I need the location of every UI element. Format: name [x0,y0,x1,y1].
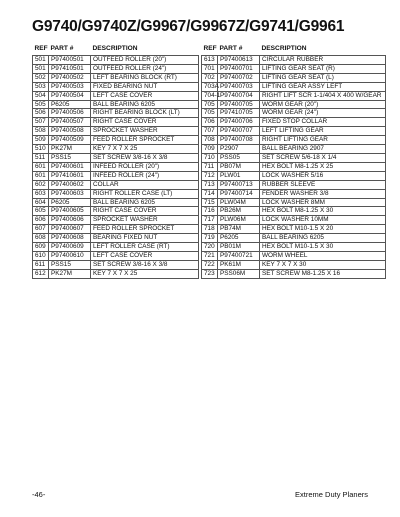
table-row [202,234,386,243]
part-number-cell: P97400509 [49,136,91,145]
ref-cell: 603 [33,189,49,198]
part-number-cell: P6205 [49,100,91,109]
description-cell: KEY 7 X 7 X 30 [260,260,386,269]
table-row [202,91,386,100]
table-row [202,118,386,127]
ref-cell: 601 [33,171,49,180]
part-number-cell: P6205 [49,198,91,207]
ref-header: REF [203,45,217,52]
part-number-cell: PK27M [49,269,91,278]
part-number-cell: PSS15 [49,260,91,269]
parts-table-right [201,44,386,279]
parts-table-left-body [33,56,199,279]
part-number-cell: PK61M [218,260,260,269]
table-header-row [202,44,386,56]
table-row [202,73,386,82]
description-cell: LIFTING GEAR ASSY LEFT [260,82,386,91]
description-cell: BALL BEARING 2907 [260,145,386,154]
part-number-cell: PLW06M [218,216,260,225]
ref-cell: 612 [33,269,49,278]
table-row [33,234,199,243]
ref-cell: 708 [202,136,218,145]
table-header-row [33,44,199,56]
description-cell: SPROCKET WASHER [91,216,199,225]
table-row [33,100,199,109]
part-number-cell: PLW01 [218,171,260,180]
table-row [202,109,386,118]
description-cell: KEY 7 X 7 X 25 [91,145,199,154]
table-row [202,56,386,65]
table-row [33,145,199,154]
description-cell: RUBBER SLEEVE [260,180,386,189]
ref-cell: 509 [33,136,49,145]
ref-cell: 717 [202,216,218,225]
description-header: DESCRIPTION [92,45,138,52]
ref-cell: 503 [33,82,49,91]
description-cell: LEFT LIFTING GEAR [260,127,386,136]
table-row [202,225,386,234]
ref-cell: 504 [33,91,49,100]
description-cell: HEX BOLT M10-1.5 X 30 [260,243,386,252]
part-number-cell: P97410501 [49,64,91,73]
part-number-cell: P97400708 [218,136,260,145]
page-number: -46- [32,490,46,499]
description-cell: CIRCULAR RUBBER [260,56,386,65]
table-row [202,269,386,278]
ref-cell: 713 [202,180,218,189]
ref-cell: 501 [33,64,49,73]
description-cell: OUTFEED ROLLER (20") [91,56,199,65]
part-number-cell: PB01M [218,243,260,252]
ref-cell: 606 [33,216,49,225]
ref-cell: 701 [202,64,218,73]
description-cell: WORM WHEEL [260,251,386,260]
part-number-cell: P97400705 [218,100,260,109]
description-cell: WORM GEAR (20") [260,100,386,109]
ref-cell: 705 [202,109,218,118]
table-row [202,260,386,269]
part-number-cell: PLW04M [218,198,260,207]
table-row [33,269,199,278]
part-number-cell: P97400707 [218,127,260,136]
part-number-cell: P97400610 [49,251,91,260]
description-cell: SET SCREW 3/8-16 X 3/8 [91,153,199,162]
description-cell: INFEED ROLLER (24") [91,171,199,180]
part-number-cell: PB07M [218,162,260,171]
part-number-cell: P97410601 [49,171,91,180]
description-cell: FIXED BEARING NUT [91,82,199,91]
ref-header: REF [34,45,48,52]
description-cell: FEED ROLLER SPROCKET [91,136,199,145]
footer-title: Extreme Duty Planers [295,490,368,499]
part-number-cell: P97400507 [49,118,91,127]
table-row [202,180,386,189]
ref-cell: 705 [202,100,218,109]
part-number-cell: P97400607 [49,225,91,234]
description-cell: SET SCREW M8-1.25 X 16 [260,269,386,278]
table-row [33,171,199,180]
description-cell: OUTFEED ROLLER (24") [91,64,199,73]
ref-cell: 718 [202,225,218,234]
description-cell: INFEED ROLLER (20") [91,162,199,171]
part-number-cell: P97410705 [218,109,260,118]
description-cell: LOCK WASHER 10MM [260,216,386,225]
description-cell: BALL BEARING 6205 [260,234,386,243]
part-number-cell: P97400701 [218,64,260,73]
description-cell: WORM GEAR (24") [260,109,386,118]
part-number-cell: P97400603 [49,189,91,198]
table-row [33,207,199,216]
part-number-cell: PSS05 [218,153,260,162]
ref-cell: 510 [33,145,49,154]
table-row [33,189,199,198]
table-row [33,251,199,260]
description-cell: BEARING FIXED NUT [91,234,199,243]
description-cell: SET SCREW 5/6-18 X 1/4 [260,153,386,162]
part-number-cell: PSS15 [49,153,91,162]
description-cell: LOCK WASHER 5/16 [260,171,386,180]
description-header: DESCRIPTION [261,45,307,52]
table-row [33,162,199,171]
part-number-cell: PSS06M [218,269,260,278]
description-cell: SPROCKET WASHER [91,127,199,136]
table-row [33,64,199,73]
parts-table-right-body [202,56,386,279]
table-row [33,198,199,207]
ref-cell: 709 [202,145,218,154]
ref-cell: 715 [202,198,218,207]
description-cell: RIGHT CASE COVER [91,207,199,216]
table-row [33,127,199,136]
table-row [202,216,386,225]
part-number-cell: P97400506 [49,109,91,118]
description-cell: RIGHT LIFT SCR 1-1/404 X 400 W/GEAR [260,91,386,100]
table-row [33,56,199,65]
ref-cell: 608 [33,234,49,243]
table-row [33,118,199,127]
ref-cell: 501 [33,56,49,65]
ref-cell: 607 [33,225,49,234]
table-row [202,198,386,207]
part-number-cell: PK27M [49,145,91,154]
description-cell: LEFT CASE COVER [91,91,199,100]
ref-cell: 723 [202,269,218,278]
ref-cell: 707 [202,127,218,136]
description-cell: SET SCREW 3/8-16 X 3/8 [91,260,199,269]
part-number-cell: P97400613 [218,56,260,65]
table-row [33,109,199,118]
ref-cell: 610 [33,251,49,260]
part-number-cell: P97400721 [218,251,260,260]
table-row [202,64,386,73]
part-number-cell: P97400501 [49,56,91,65]
description-cell: LIFTING GEAR SEAT (L) [260,73,386,82]
table-row [202,162,386,171]
ref-cell: 605 [33,207,49,216]
table-row [202,145,386,154]
description-cell: BALL BEARING 6205 [91,198,199,207]
part-number-cell: P97400704 [218,91,260,100]
part-number-cell: P97400502 [49,73,91,82]
table-row [33,225,199,234]
part-number-cell: P97400606 [49,216,91,225]
table-row [33,91,199,100]
ref-cell: 506 [33,109,49,118]
ref-cell: 507 [33,118,49,127]
ref-cell: 505 [33,100,49,109]
ref-cell: 613 [202,56,218,65]
ref-cell: 601 [33,162,49,171]
part-number-cell: P97400702 [218,73,260,82]
ref-cell: 511 [33,153,49,162]
table-row [33,243,199,252]
table-row [202,100,386,109]
description-cell: LIFTING GEAR SEAT (R) [260,64,386,73]
description-cell: LEFT CASE COVER [91,251,199,260]
part-number-cell: P97400601 [49,162,91,171]
part-number-cell: P2907 [218,145,260,154]
ref-cell: 719 [202,234,218,243]
description-cell: COLLAR [91,180,199,189]
description-cell: RIGHT BEARING BLOCK (LT) [91,109,199,118]
part-number-cell: P97400714 [218,189,260,198]
part-number-cell: P97400703 [218,82,260,91]
ref-cell: 721 [202,251,218,260]
description-cell: RIGHT LIFTING GEAR [260,136,386,145]
ref-cell: 502 [33,73,49,82]
table-row [202,243,386,252]
description-cell: LEFT BEARING BLOCK (RT) [91,73,199,82]
ref-cell: 611 [33,260,49,269]
table-row [202,251,386,260]
ref-cell: 712 [202,171,218,180]
ref-cell: 508 [33,127,49,136]
description-cell: HEX BOLT M8-1.25 X 25 [260,162,386,171]
part-number-cell: P97400503 [49,82,91,91]
ref-cell: 702 [202,73,218,82]
part-number-cell: P97400706 [218,118,260,127]
part-number-cell: P97400508 [49,127,91,136]
description-cell: KEY 7 X 7 X 25 [91,269,199,278]
ref-cell: 706 [202,118,218,127]
description-cell: BALL BEARING 6205 [91,100,199,109]
description-cell: LEFT ROLLER CASE (RT) [91,243,199,252]
table-row [202,153,386,162]
table-row [33,180,199,189]
table-row [33,136,199,145]
description-cell: LOCK WASHER 8MM [260,198,386,207]
ref-cell: 602 [33,180,49,189]
part-number-cell: P6205 [218,234,260,243]
table-row [33,260,199,269]
table-row [202,171,386,180]
table-row [33,216,199,225]
part-number-cell: P97400602 [49,180,91,189]
table-row [202,82,386,91]
table-row [33,73,199,82]
ref-cell: 609 [33,243,49,252]
table-row [202,207,386,216]
ref-cell: 704-1 [202,91,218,100]
ref-cell: 703A [202,82,218,91]
ref-cell: 711 [202,162,218,171]
part-header: PART # [50,45,74,52]
part-header: PART # [219,45,243,52]
table-row [33,153,199,162]
table-row [33,82,199,91]
part-number-cell: P97400608 [49,234,91,243]
part-number-cell: P97400504 [49,91,91,100]
ref-cell: 714 [202,189,218,198]
description-cell: RIGHT CASE COVER [91,118,199,127]
part-number-cell: P97400609 [49,243,91,252]
ref-cell: 722 [202,260,218,269]
part-number-cell: PB26M [218,207,260,216]
description-cell: FEED ROLLER SPROCKET [91,225,199,234]
part-number-cell: P97400605 [49,207,91,216]
part-number-cell: P97400713 [218,180,260,189]
description-cell: RIGHT ROLLER CASE (LT) [91,189,199,198]
ref-cell: 720 [202,243,218,252]
ref-cell: 604 [33,198,49,207]
table-row [202,127,386,136]
parts-table-left [32,44,199,279]
table-row [202,189,386,198]
description-cell: FIXED STOP COLLAR [260,118,386,127]
description-cell: HEX BOLT M10-1.5 X 20 [260,225,386,234]
part-number-cell: PB74M [218,225,260,234]
ref-cell: 710 [202,153,218,162]
page-title: G9740/G9740Z/G9967/G9967Z/G9741/G9961 [32,18,345,35]
description-cell: FENDER WASHER 3/8 [260,189,386,198]
ref-cell: 716 [202,207,218,216]
description-cell: HEX BOLT M8-1.25 X 30 [260,207,386,216]
table-row [202,136,386,145]
